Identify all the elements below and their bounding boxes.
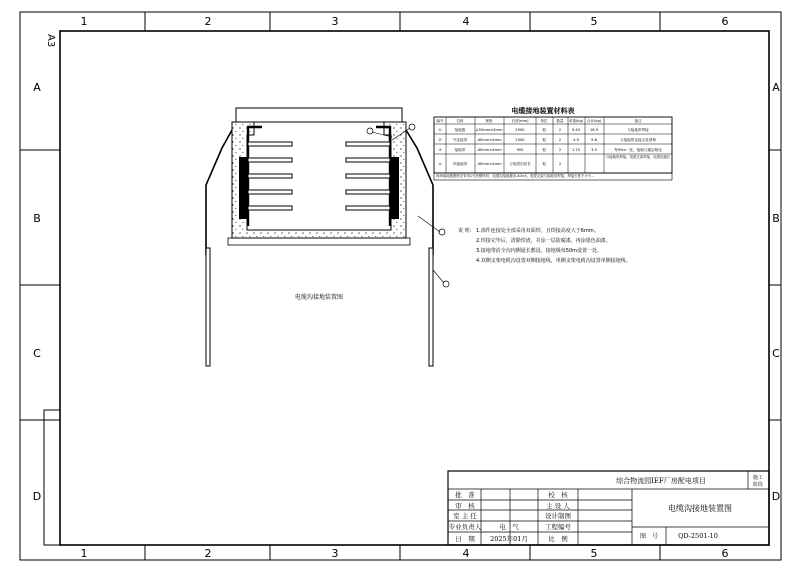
table-cell: 2: [558, 128, 562, 132]
binding-strip: [44, 410, 60, 545]
row-letter: D: [771, 490, 781, 503]
note-item: 1.部件连接处全部采用双面焊，且焊接高度大于6mm。: [476, 228, 599, 234]
cable-trench-section: [206, 108, 444, 366]
col-number: 6: [721, 15, 729, 28]
col-number: 4: [462, 15, 470, 28]
tb-mid-label: 主 设 人: [546, 502, 570, 510]
table-cell: 外连接带: [452, 138, 468, 142]
col-number: 2: [204, 15, 212, 28]
tb-mid-label: 设计制图: [545, 512, 571, 520]
row-letters-right: [772, 81, 780, 503]
title-block: [448, 471, 769, 545]
tb-mid-label: 比 例: [548, 535, 568, 543]
table-cell: 接地极: [454, 128, 466, 132]
row-letters-left: [33, 81, 41, 503]
table-cell: ①: [438, 128, 442, 132]
table-header: 名称: [456, 119, 464, 123]
notes: [458, 227, 631, 264]
table-header: 备注: [634, 119, 642, 123]
column-numbers-top: [81, 15, 729, 28]
table-header: 单重(kg): [568, 119, 584, 123]
table-cell: 与接地带焊接: [627, 128, 649, 132]
table-cell: 2: [558, 148, 562, 152]
table-header: 合计(kg): [586, 119, 602, 123]
table-cell: 根: [542, 128, 546, 132]
table-cell: 3.5: [591, 148, 597, 152]
table-cell: ④: [438, 162, 442, 166]
table-cell: 根: [542, 162, 546, 166]
table-header: 规格: [485, 119, 493, 123]
table-cell: -40mm×4mm: [476, 138, 502, 142]
tb-left-label: 专业负责人: [448, 523, 482, 531]
row-letter: C: [772, 347, 780, 360]
col-number: 1: [80, 15, 88, 28]
col-number: 4: [462, 547, 470, 560]
col-number: 6: [721, 547, 729, 560]
table-cell: 根: [542, 148, 546, 152]
tb-left-label: 审 核: [455, 502, 475, 510]
col-number: 3: [331, 547, 339, 560]
row-letter: A: [33, 81, 41, 94]
table-cell: 每50m一处，接地与通沿相连: [614, 148, 662, 152]
note-item: 4.双侧支架电缆沟设置双侧接地线，单侧支架电缆沟设置单侧接地线。: [476, 258, 631, 264]
table-cell: 9.43: [571, 128, 581, 132]
stage-label-2: 阶段: [752, 482, 764, 488]
tb-left-value: 电 气: [499, 523, 519, 531]
drawing-no-label: 图 号: [639, 533, 659, 540]
table-cell: 2: [558, 162, 562, 166]
table-cell: -40mm×4mm: [476, 148, 502, 152]
row-letter: B: [33, 212, 41, 225]
material-table: [434, 106, 672, 181]
tb-left-label: 批 准: [455, 491, 475, 499]
table-footnote: 现场接地极钢材应采用1号热镀锌材，电缆沟接地极用-40×4，电缆支架与接地带焊接，焊接长度不小于...: [436, 174, 595, 178]
table-cell: ②: [438, 138, 442, 142]
sheet-size-label: A3: [45, 34, 56, 48]
drawing-no: QD-2501-10: [678, 532, 718, 540]
tb-left-label: 室 主 任: [453, 512, 477, 520]
table-cell: 与接地带连接点及预埋: [620, 138, 656, 142]
table-header: 单位: [540, 119, 548, 123]
col-number: 5: [590, 547, 598, 560]
table-header: 编号: [436, 119, 444, 123]
column-numbers-bottom: [81, 547, 729, 560]
table-cell: 2500: [515, 128, 525, 132]
table-cell: -40mm×4mm: [476, 162, 502, 166]
table-cell: 4.9: [573, 138, 579, 142]
section-title: 电缆沟接地装置图: [294, 294, 344, 301]
col-number: 1: [80, 547, 88, 560]
drawing-name: 电缆沟接地装置图: [668, 504, 732, 513]
table-title: 电缆接地装置材料表: [511, 107, 575, 115]
table-header: 长度(mm): [511, 119, 529, 123]
tb-mid-label: 工程编号: [545, 523, 571, 531]
note-item: 3.接地带沿全沟内侧通长敷设，接地极每50m设置一处。: [476, 248, 603, 254]
table-cell: ③: [438, 148, 442, 152]
table-cell-remark: 与接地带焊接，电缆支架焊接，电缆沟通长: [605, 155, 671, 159]
col-number: 2: [204, 547, 212, 560]
row-letter: B: [772, 212, 780, 225]
col-number: 3: [331, 15, 339, 28]
table-cell: 内接地带: [452, 162, 468, 166]
note-item: 2.焊接完毕后，清除焊渣，并涂一层防腐漆，再涂银色油漆。: [476, 238, 611, 244]
table-cell: 18.9: [589, 128, 599, 132]
tb-left-value: 2025年01月: [490, 535, 528, 543]
col-number: 5: [590, 15, 598, 28]
table-cell: 900: [516, 148, 524, 152]
table-cell: 根: [542, 138, 546, 142]
table-header: 数量: [556, 119, 564, 123]
table-cell: 1.75: [571, 148, 581, 152]
table-cell: 接地带: [454, 148, 466, 152]
table-cell: 9.8: [591, 138, 597, 142]
notes-prefix: 说 明：: [458, 228, 475, 234]
stage-label-1: 施工: [752, 475, 764, 481]
row-letter: D: [32, 490, 42, 503]
tb-left-label: 日 期: [455, 535, 475, 543]
table-cell: 2: [558, 138, 562, 142]
table-cell: 2500: [515, 138, 525, 142]
project-name: 综合物流园IEF厂房配电项目: [616, 477, 706, 485]
row-letter: C: [33, 347, 41, 360]
table-cell: 与电缆沟同长: [509, 162, 531, 166]
table-cell: ∠50mm×5mm: [475, 128, 503, 132]
tb-mid-label: 校 核: [548, 491, 568, 499]
row-letter: A: [772, 81, 780, 94]
